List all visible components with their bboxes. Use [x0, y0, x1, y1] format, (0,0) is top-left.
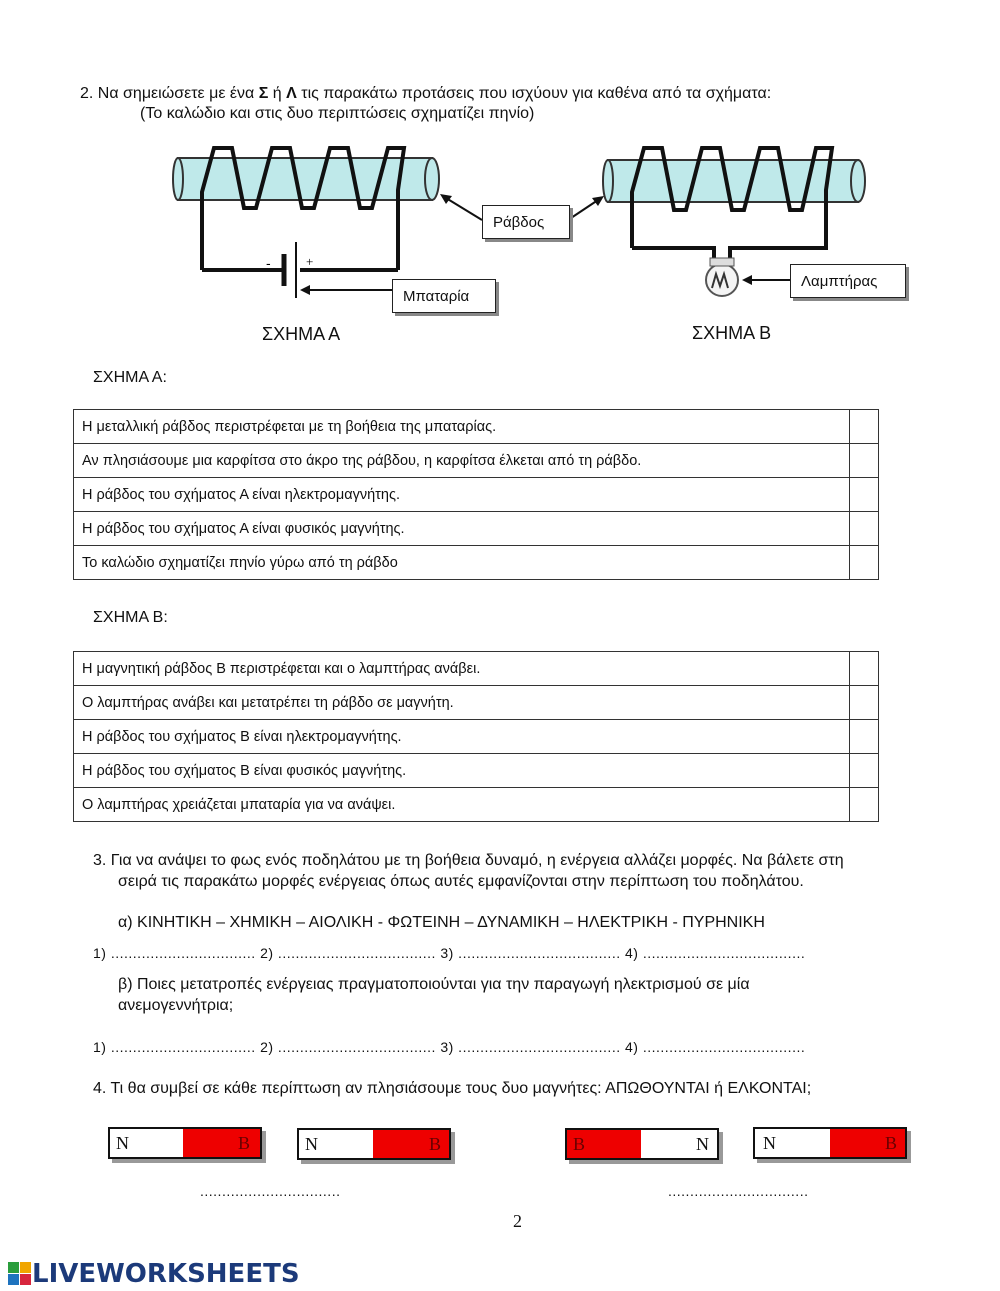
table-row: [74, 546, 879, 580]
table-row: [74, 512, 879, 546]
rod-arrow-left: [446, 198, 482, 220]
table-row: [74, 788, 879, 822]
magnet-pole-right: B: [183, 1129, 260, 1157]
answer-blank-1[interactable]: ................................: [200, 1183, 341, 1199]
caption-figure-a: ΣΧΗΜΑ Α: [262, 324, 341, 344]
magnet-pole-right: N: [641, 1130, 717, 1158]
statement-text: Αν πλησιάσουμε μια καρφίτσα στο άκρο της ράβδου, η καρφίτσα έλκεται από τη ράβδο.: [74, 444, 850, 478]
magnet-3: [565, 1128, 719, 1160]
statement-text: Ο λαμπτήρας χρειάζεται μπαταρία για να ανάψει.: [74, 788, 850, 822]
answer-cell[interactable]: [850, 720, 879, 754]
statement-text: Ο λαμπτήρας ανάβει και μετατρέπει τη ράβδο σε μαγνήτη.: [74, 686, 850, 720]
answer-cell[interactable]: [850, 652, 879, 686]
statement-text: Η μεταλλική ράβδος περιστρέφεται με τη βοήθεια της μπαταρίας.: [74, 410, 850, 444]
battery: [284, 242, 296, 298]
magnet-pole-left: N: [299, 1130, 373, 1158]
logo-text: LIVEWORKSHEETS: [32, 1259, 300, 1289]
sigma-symbol: Σ: [258, 85, 269, 102]
magnet-2: [297, 1128, 451, 1160]
question-2-line-2: (Το καλώδιο και στις δυο περιπτώσεις σχηματίζει πηνίο): [140, 105, 535, 122]
magnet-pole-left: N: [110, 1129, 183, 1157]
question-2-intro: 2. Να σημειώσετε με ένα: [80, 85, 259, 102]
answer-cell[interactable]: [850, 754, 879, 788]
statement-text: Η μαγνητική ράβδος Β περιστρέφεται και ο λαμπτήρας ανάβει.: [74, 652, 850, 686]
statement-text: Το καλώδιο σχηματίζει πηνίο γύρω από τη ράβδο: [74, 546, 850, 580]
answer-blanks-alpha[interactable]: 1) ................................. 2) .................................... 3) ..................................... 4) .....................................: [93, 945, 806, 961]
callout-lamp: Λαμπτήρας: [790, 264, 906, 298]
rod-arrow-left-head: [440, 194, 452, 204]
answer-cell[interactable]: [850, 478, 879, 512]
caption-figure-b: ΣΧΗΜΑ Β: [692, 323, 772, 343]
answer-cell[interactable]: [850, 546, 879, 580]
question-4: 4. Τι θα συμβεί σε κάθε περίπτωση αν πλησιάσουμε τους δυο μαγνήτες: ΑΠΩΘΟΥΝΤΑΙ ή ΕΛΚΟΝΤΑΙ;: [93, 1080, 812, 1097]
callout-rod: Ράβδος: [482, 205, 570, 239]
answer-cell[interactable]: [850, 512, 879, 546]
table-section-b: [73, 651, 879, 822]
magnet-pole-left: B: [567, 1130, 641, 1158]
table-row: [74, 652, 879, 686]
table-row: [74, 754, 879, 788]
logo-icon: [8, 1262, 32, 1286]
magnet-1: [108, 1127, 262, 1159]
magnet-pole-left: N: [755, 1129, 830, 1157]
question-3-alpha: α) ΚΙΝΗΤΙΚΗ – ΧΗΜΙΚΗ – ΑΙΟΛΙΚΗ - ΦΩΤΕΙΝΗ – ΔΥΝΑΜΙΚΗ – ΗΛΕΚΤΡΙΚΗ - ΠΥΡΗΝΙΚΗ: [118, 914, 765, 931]
rod-arrow-right: [568, 200, 598, 220]
section-a-heading: ΣΧΗΜΑ Α:: [93, 369, 167, 386]
table-row: [74, 720, 879, 754]
magnet-pole-right: B: [373, 1130, 449, 1158]
question-3-beta-line-1: β) Ποιες μετατροπές ενέργειας πραγματοποιούνται για την παραγωγή ηλεκτρισμού σε μία: [118, 976, 750, 993]
table-section-a: [73, 409, 879, 580]
lambda-symbol: Λ: [286, 85, 297, 102]
lamp-arrow-head: [742, 275, 752, 285]
table-row: [74, 444, 879, 478]
page-number: 2: [513, 1211, 522, 1231]
answer-cell[interactable]: [850, 686, 879, 720]
liveworksheets-logo: [8, 1258, 300, 1290]
question-2-line-1: [80, 84, 771, 104]
callout-battery: Μπαταρία: [392, 279, 496, 313]
statement-text: Η ράβδος του σχήματος Α είναι ηλεκτρομαγνήτης.: [74, 478, 850, 512]
question-3-beta-line-2: ανεμογεννήτρια;: [118, 997, 234, 1014]
answer-cell[interactable]: [850, 410, 879, 444]
rod-arrow-right-head: [592, 196, 604, 206]
circuit-diagram: [0, 130, 1000, 360]
battery-arrow-head: [300, 285, 310, 295]
answer-cell[interactable]: [850, 788, 879, 822]
section-b-heading: ΣΧΗΜΑ Β:: [93, 609, 168, 626]
table-row: [74, 410, 879, 444]
table-row: [74, 478, 879, 512]
magnet-4: [753, 1127, 907, 1159]
table-row: [74, 686, 879, 720]
question-3-line-1: 3. Για να ανάψει το φως ενός ποδηλάτου με τη βοήθεια δυναμό, η ενέργεια αλλάζει μορφές. Να βάλετε στη: [93, 852, 844, 869]
statement-text: Η ράβδος του σχήματος Β είναι ηλεκτρομαγνήτης.: [74, 720, 850, 754]
statement-text: Η ράβδος του σχήματος Α είναι φυσικός μαγνήτης.: [74, 512, 850, 546]
magnet-pole-right: B: [830, 1129, 905, 1157]
or-word: ή: [268, 85, 287, 102]
battery-minus: -: [266, 255, 271, 271]
answer-blank-2[interactable]: ................................: [668, 1183, 809, 1199]
lamp: [706, 258, 738, 296]
answer-blanks-beta[interactable]: 1) ................................. 2) .................................... 3) ..................................... 4) .....................................: [93, 1039, 806, 1055]
answer-cell[interactable]: [850, 444, 879, 478]
battery-plus: +: [306, 254, 314, 269]
statement-text: Η ράβδος του σχήματος Β είναι φυσικός μαγνήτης.: [74, 754, 850, 788]
question-3-line-2: σειρά τις παρακάτω μορφές ενέργειας όπως αυτές εμφανίζονται στην περίπτωση του ποδηλάτου.: [118, 873, 804, 890]
question-2-rest: τις παρακάτω προτάσεις που ισχύουν για καθένα από τα σχήματα:: [296, 85, 772, 102]
